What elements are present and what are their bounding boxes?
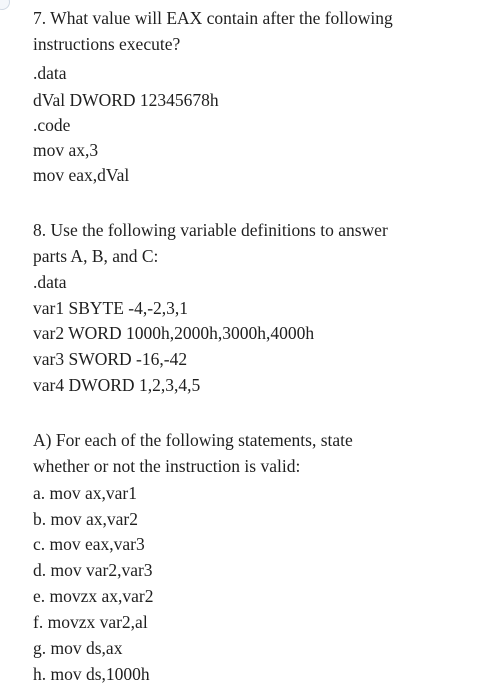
q8-code-line: var2 WORD 1000h,2000h,3000h,4000h: [33, 323, 315, 343]
part-a-item: g. mov ds,ax: [33, 638, 123, 658]
q7-prompt-line-2: instructions execute?: [33, 34, 181, 54]
q7-code-line: .code: [33, 115, 71, 135]
q7-code-line: .data: [33, 63, 67, 83]
q7-code-line: mov ax,3: [33, 140, 99, 160]
q7-prompt-line-1: 7. What value will EAX contain after the following: [33, 8, 393, 28]
q8-prompt-line-1: 8. Use the following variable definitions to answer: [33, 220, 388, 240]
part-a-item: c. mov eax,var3: [33, 534, 145, 554]
part-a-item: e. movzx ax,var2: [33, 586, 154, 606]
part-a-item: h. mov ds,1000h: [33, 664, 150, 684]
q7-code-line: dVal DWORD 12345678h: [33, 90, 219, 110]
q8-code-line: .data: [33, 272, 67, 292]
corner-decoration: [0, 0, 10, 10]
q7-code-line: mov eax,dVal: [33, 165, 130, 185]
q8-code-line: var3 SWORD -16,-42: [33, 349, 188, 369]
part-a-item: d. mov var2,var3: [33, 560, 153, 580]
part-a-prompt-line-2: whether or not the instruction is valid:: [33, 456, 301, 476]
q8-code-line: var1 SBYTE -4,-2,3,1: [33, 298, 189, 318]
part-a-item: a. mov ax,var1: [33, 483, 137, 503]
part-a-item: f. movzx var2,al: [33, 612, 148, 632]
q8-prompt-line-2: parts A, B, and C:: [33, 246, 159, 266]
q8-code-line: var4 DWORD 1,2,3,4,5: [33, 375, 201, 395]
part-a-prompt-line-1: A) For each of the following statements, state: [33, 430, 353, 450]
part-a-item: b. mov ax,var2: [33, 509, 138, 529]
